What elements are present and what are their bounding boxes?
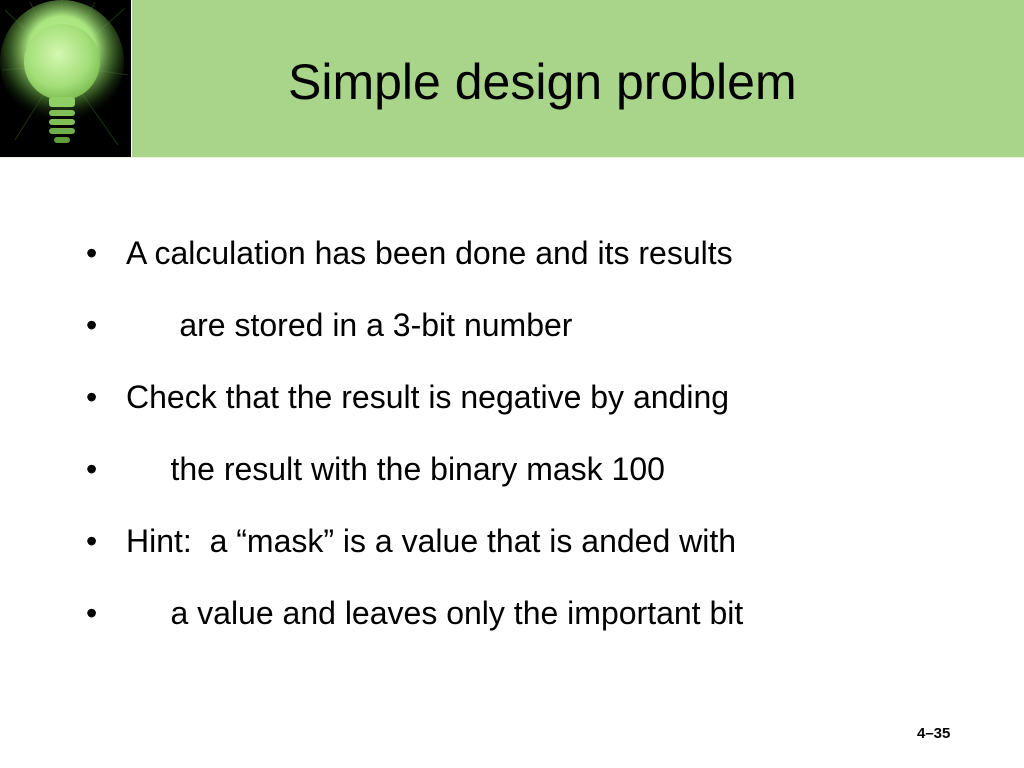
- bullet-text: a value and leaves only the important bit: [126, 595, 744, 631]
- page-number: 4–35: [917, 725, 951, 742]
- list-item: [86, 514, 737, 586]
- slide-title: Simple design problem: [288, 54, 797, 110]
- bullet-marker: •: [86, 523, 98, 559]
- bullet-text: Hint: a “mask” is a value that is anded with: [126, 523, 737, 559]
- bullet-text: A calculation has been done and its results: [126, 235, 733, 271]
- bullet-text: are stored in a 3-bit number: [126, 307, 573, 343]
- list-item: [86, 226, 733, 298]
- bullet-text: the result with the binary mask 100: [126, 451, 665, 487]
- divider: [0, 157, 1024, 158]
- list-item: [86, 298, 573, 370]
- bullet-marker: •: [86, 235, 98, 271]
- bullet-marker: •: [86, 451, 98, 487]
- list-item: [86, 586, 744, 658]
- list-item: [86, 370, 730, 442]
- light-bulb-icon: [0, 0, 131, 157]
- bullet-text: Check that the result is negative by anding: [126, 379, 730, 415]
- bullet-list: [86, 226, 744, 658]
- list-item: [86, 442, 665, 514]
- bullet-marker: •: [86, 595, 98, 631]
- bullet-marker: •: [86, 307, 98, 343]
- bullet-marker: •: [86, 379, 98, 415]
